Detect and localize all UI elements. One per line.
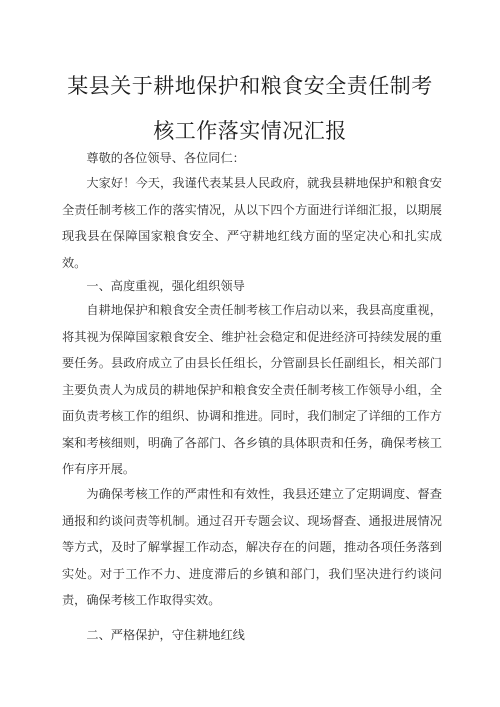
paragraph-mechanism: 为确保考核工作的严肃性和有效性，我县还建立了定期调度、督查通报和约谈问责等机制。通过召开专题会议、现场督查、通报进展情况等方式，及时了解掌握工作动态，解决存在的问题，推动各项任务落到实处。对于工作不力、进度滞后的乡镇和部门，我们坚决进行约谈问责，确保考核工作取得实效。 (62, 487, 442, 607)
document-title-line-2: 核工作落实情况汇报 (153, 119, 347, 143)
paragraph-opening: 大家好！今天，我谨代表某县人民政府，就我县耕地保护和粮食安全责任制考核工作的落实情况，从以下四个方面进行详细汇报，以期展现我县在保障国家粮食安全、严守耕地红线方面的坚定决心和扎实成效。 (62, 176, 442, 270)
paragraph-leadership: 自耕地保护和粮食安全责任制考核工作启动以来，我县高度重视，将其视为保障国家粮食安全、维护社会稳定和促进经济可持续发展的重要任务。县政府成立了由县长任组长，分管副县长任副组长，相关部门主要负责人为成员的耕地保护和粮食安全责任制考核工作领导小组，全面负责考核工作的组织、协调和推进。同时，我们制定了详细的工作方案和考核细则，明确了各部门、各乡镇的具体职责和任务，确保考核工作有序开展。 (62, 303, 442, 476)
section-heading-2: 二、严格保护，守住耕地红线 (86, 628, 245, 642)
section-heading-1: 一、高度重视，强化组织领导 (86, 279, 245, 293)
document-title-line-1: 某县关于耕地保护和粮食安全责任制考 (67, 74, 433, 98)
salutation: 尊敬的各位领导、各位同仁： (86, 151, 245, 165)
